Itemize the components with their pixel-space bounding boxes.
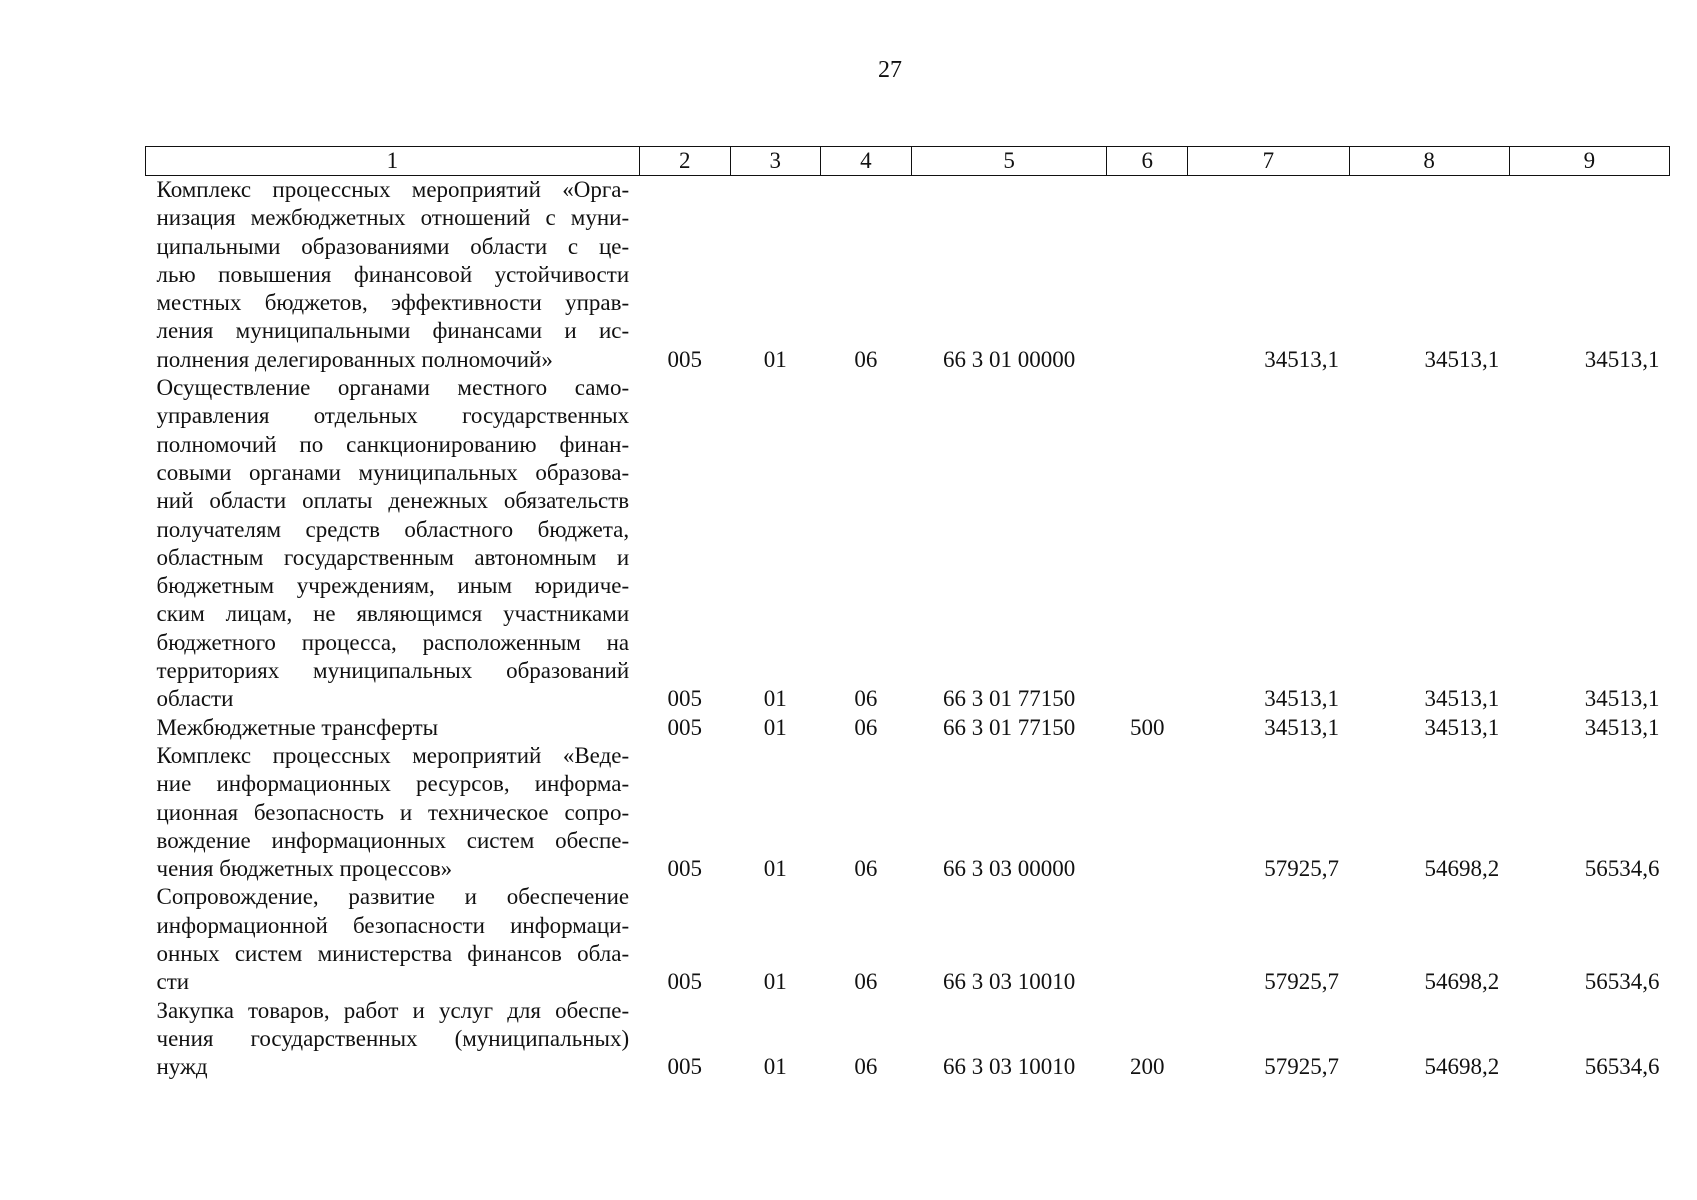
row-description	[146, 714, 640, 742]
description-line: сти	[156, 969, 190, 995]
col-9-value: 34513,1	[1584, 346, 1660, 372]
col-4-cell: 06	[854, 1054, 878, 1080]
col-3-cell: 01	[763, 969, 787, 995]
col-9-value: 56534,6	[1584, 1054, 1660, 1080]
col-8-value: 54698,2	[1424, 1054, 1500, 1080]
row-description	[146, 374, 640, 714]
table-row	[146, 714, 1670, 742]
description-line: ления муниципальными финансами и ис-	[156, 318, 630, 344]
header-col-2: 2	[639, 147, 730, 176]
col-4-cell: 06	[854, 686, 878, 712]
col-3-cell: 01	[763, 714, 787, 740]
table-header	[146, 147, 1670, 176]
col-3-cell: 01	[763, 856, 787, 882]
table-row	[146, 176, 1670, 375]
description-line: лью повышения финансовой устойчивости	[156, 261, 630, 287]
description-line: Закупка товаров, работ и услуг для обеспе-	[156, 997, 630, 1023]
page-number: 27	[878, 57, 902, 83]
description-line: Комплекс процессных мероприятий «Орга-	[156, 177, 630, 202]
description-line: ционная безопасность и техническое сопро-	[156, 799, 630, 825]
col-2-cell: 005	[667, 856, 702, 882]
col-8-value: 54698,2	[1424, 969, 1500, 995]
col-2-cell: 005	[667, 714, 702, 740]
col-5-cell: 66 3 01 77150	[942, 686, 1076, 712]
col-8-value: 34513,1	[1424, 714, 1500, 740]
description-line: ний области оплаты денежных обязательств	[156, 488, 630, 514]
col-8-value: 54698,2	[1424, 856, 1500, 882]
description-line: бюджетным учреждениям, иным юридиче-	[156, 573, 630, 599]
description-line: совыми органами муниципальных образова-	[156, 459, 630, 485]
description-line: полнения делегированных полномочий»	[156, 346, 553, 372]
col-9-value: 34513,1	[1584, 714, 1660, 740]
col-4-cell: 06	[854, 714, 878, 740]
description-line: ципальными образованиями области с це-	[156, 233, 630, 259]
description-line: Межбюджетные трансферты	[156, 714, 439, 740]
description-line: Осуществление органами местного само-	[156, 375, 630, 401]
col-6-cell: 200	[1130, 1054, 1165, 1080]
description-line: информационной безопасности информаци-	[156, 912, 630, 938]
col-2-cell: 005	[667, 686, 702, 712]
col-5-cell: 66 3 03 00000	[942, 856, 1076, 882]
header-col-7: 7	[1188, 147, 1349, 176]
description-line: бюджетного процесса, расположенным на	[156, 629, 630, 655]
col-3-cell: 01	[763, 346, 787, 372]
col-5-cell: 66 3 03 10010	[942, 969, 1076, 995]
header-col-6: 6	[1107, 147, 1188, 176]
col-9-value: 56534,6	[1584, 969, 1660, 995]
table-body	[146, 176, 1670, 1082]
col-5-cell: 66 3 03 10010	[942, 1054, 1076, 1080]
header-col-4: 4	[820, 147, 911, 176]
col-9-value: 34513,1	[1584, 686, 1660, 712]
description-line: управления отдельных государственных	[156, 403, 630, 429]
row-description	[146, 883, 640, 996]
col-2-cell: 005	[667, 1054, 702, 1080]
col-7-value: 34513,1	[1264, 686, 1340, 712]
col-7-value: 34513,1	[1264, 346, 1340, 372]
header-col-8: 8	[1349, 147, 1509, 176]
col-6-cell	[1107, 883, 1188, 996]
description-line: чения государственных (муниципальных)	[156, 1025, 630, 1051]
col-8-value: 34513,1	[1424, 686, 1500, 712]
header-col-3: 3	[730, 147, 820, 176]
col-2-cell: 005	[667, 969, 702, 995]
col-2-cell: 005	[667, 346, 702, 372]
header-col-9: 9	[1509, 147, 1669, 176]
row-description	[146, 997, 640, 1082]
col-6-cell	[1107, 176, 1188, 375]
table-row	[146, 374, 1670, 714]
description-line: онных систем министерства финансов обла-	[156, 941, 630, 967]
col-5-cell: 66 3 01 00000	[942, 346, 1076, 372]
budget-table	[145, 146, 1670, 1082]
description-line: территориях муниципальных образований	[156, 658, 630, 684]
description-line: области	[156, 686, 234, 712]
col-3-cell: 01	[763, 1054, 787, 1080]
header-row	[146, 147, 1670, 176]
col-5-cell: 66 3 01 77150	[942, 714, 1076, 740]
description-line: местных бюджетов, эффективности управ-	[156, 290, 630, 316]
description-line: вождение информационных систем обеспе-	[156, 827, 630, 853]
col-7-value: 57925,7	[1264, 856, 1340, 882]
description-line: низация межбюджетных отношений с муни-	[156, 205, 630, 231]
header-col-1: 1	[146, 147, 640, 176]
col-8-value: 34513,1	[1424, 346, 1500, 372]
col-6-cell	[1107, 374, 1188, 714]
description-line: чения бюджетных процессов»	[156, 856, 453, 882]
col-9-value: 56534,6	[1584, 856, 1660, 882]
col-6-cell	[1107, 742, 1188, 883]
row-description	[146, 176, 640, 375]
table-row	[146, 742, 1670, 883]
description-line: Комплекс процессных мероприятий «Веде-	[156, 742, 630, 768]
table-row	[146, 883, 1670, 996]
col-6-cell: 500	[1130, 714, 1165, 740]
description-line: ние информационных ресурсов, информа-	[156, 771, 630, 797]
col-3-cell: 01	[763, 686, 787, 712]
description-line: получателям средств областного бюджета,	[156, 516, 630, 542]
col-4-cell: 06	[854, 346, 878, 372]
col-7-value: 57925,7	[1264, 969, 1340, 995]
col-4-cell: 06	[854, 969, 878, 995]
col-7-value: 57925,7	[1264, 1054, 1340, 1080]
row-description	[146, 742, 640, 883]
header-col-5: 5	[911, 147, 1106, 176]
description-line: областным государственным автономным и	[156, 544, 630, 570]
description-line: полномочий по санкционированию финан-	[156, 431, 630, 457]
table-row	[146, 997, 1670, 1082]
col-4-cell: 06	[854, 856, 878, 882]
description-line: нужд	[156, 1054, 208, 1080]
description-line: Сопровождение, развитие и обеспечение	[156, 884, 630, 910]
col-7-value: 34513,1	[1264, 714, 1340, 740]
description-line: ским лицам, не являющимся участниками	[156, 601, 630, 627]
